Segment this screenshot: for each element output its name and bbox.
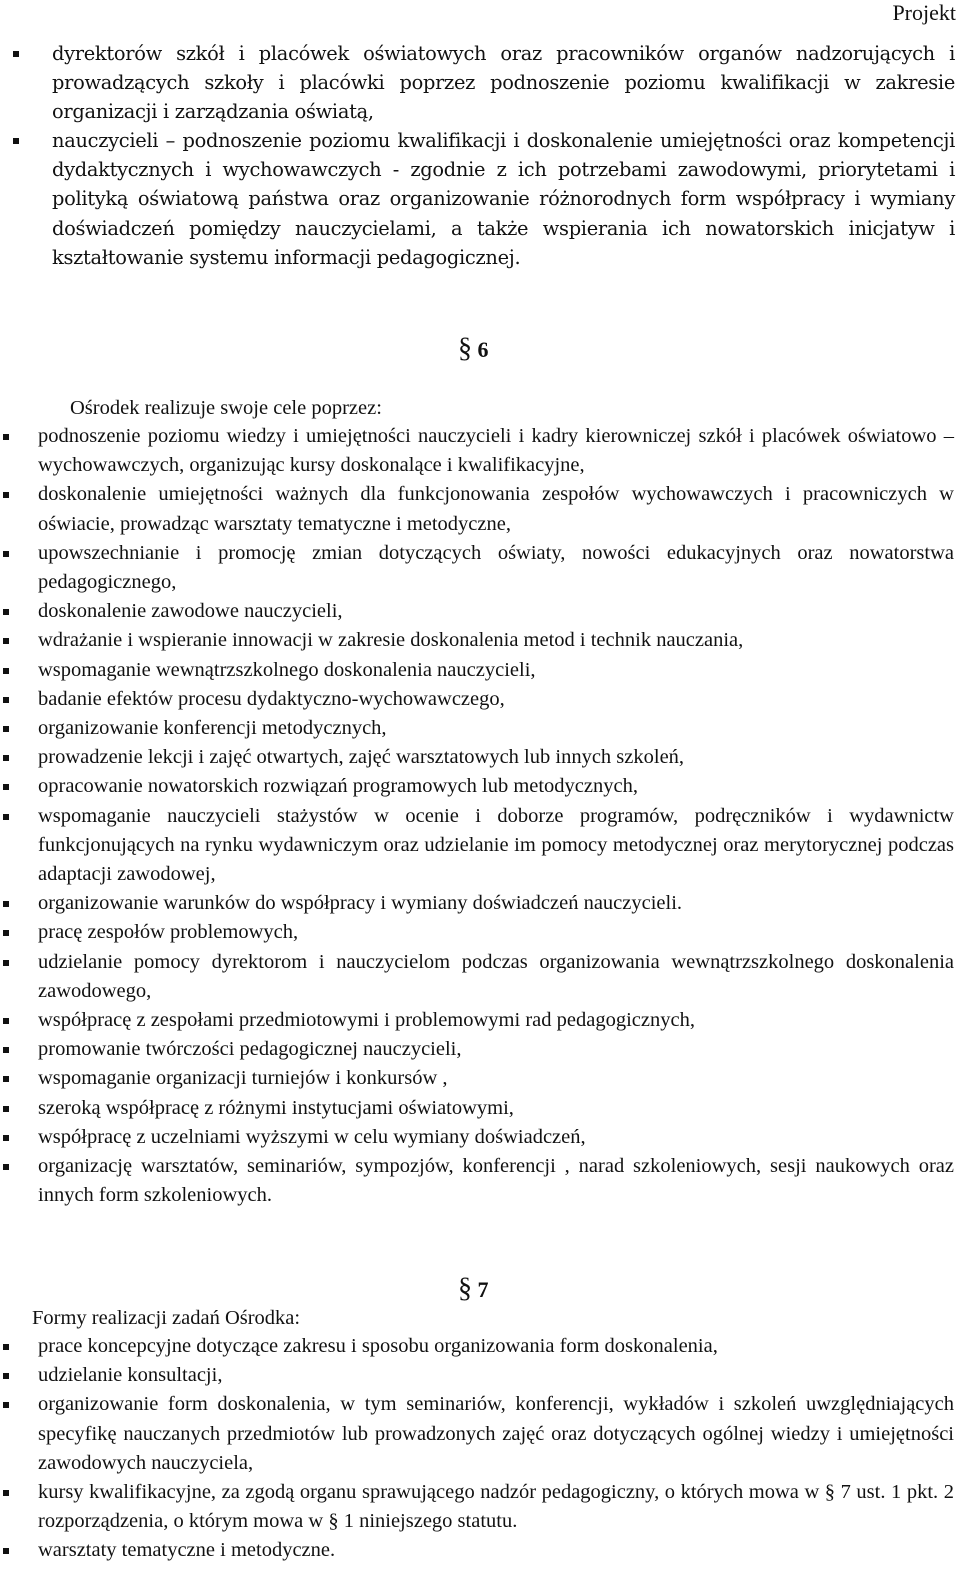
bullet-icon (3, 930, 9, 936)
list-item-text: nauczycieli – podnoszenie poziomu kwalifikacji i doskonalenie umiejętności oraz kompetencji dydaktycznych i wychowawczych - zgodnie z ich potrzebami zawodowymi, priorytetami i polityką oświatową państwa oraz organizowanie różnorodnych form współpracy i wymiany doświadczeń pomiędzy nauczycielami, a także wspierania ich nowatorskich inicjatyw i kształtowanie systemu informacji pedagogicznej. (52, 129, 955, 269)
bullet-icon (3, 1106, 9, 1112)
page-header-label: Projekt (892, 0, 956, 25)
bullet-icon (3, 638, 9, 644)
list-item (0, 1064, 960, 1093)
bullet-icon (3, 726, 9, 732)
list-item (0, 1094, 960, 1123)
list-item-text: wspomaganie organizacji turniejów i konkursów , (38, 1067, 448, 1090)
bullet-icon (3, 492, 9, 498)
section-7-heading (458, 1273, 489, 1304)
list-item-text: pracę zespołów problemowych, (38, 921, 299, 944)
list-item-text: wspomaganie wewnątrzszkolnego doskonalenia nauczycieli, (38, 658, 536, 681)
list-item (0, 539, 960, 597)
bullet-icon (3, 1344, 9, 1350)
list-item (0, 480, 960, 538)
list-item-text: promowanie twórczości pedagogicznej nauczycieli, (38, 1038, 462, 1061)
list-item (0, 626, 960, 655)
bullet-icon (3, 1135, 9, 1141)
list-item-text: udzielanie konsultacji, (38, 1364, 223, 1387)
section-number: 7 (477, 1277, 489, 1302)
bullet-icon (3, 1047, 9, 1053)
list-item (0, 422, 960, 480)
bullet-icon (3, 755, 9, 761)
list-item (0, 802, 960, 890)
bullet-icon (13, 51, 19, 57)
section-7-intro: Formy realizacji zadań Ośrodka: (32, 1307, 301, 1329)
list-item-text: prowadzenie lekcji i zajęć otwartych, zajęć warsztatowych lub innych szkoleń, (38, 746, 685, 769)
list-item-text: współpracę z zespołami przedmiotowymi i problemowymi rad pedagogicznych, (38, 1009, 695, 1032)
list-item (0, 1536, 960, 1565)
list-item-text: organizowanie konferencji metodycznych, (38, 717, 387, 740)
list-item-text: podnoszenie poziomu wiedzy i umiejętności nauczycieli i kadry kierowniczej szkół i placówek oświatowo – wychowawczych, organizując kursy doskonalące i kwalifikacyjne, (38, 425, 954, 477)
bullet-icon (3, 1018, 9, 1024)
list-item (0, 918, 960, 947)
list-item-text: kursy kwalifikacyjne, za zgodą organu sprawującego nadzór pedagogiczny, o których mowa w § 7 ust. 1 pkt. 2 rozporządzenia, o którym mowa w § 1 niniejszego statutu. (38, 1481, 954, 1533)
list-item-text: wspomaganie nauczycieli stażystów w ocenie i doborze programów, podręczników i wydawnictw funkcjonujących na rynku wydawniczym oraz udzielanie im pomocy metodycznej oraz merytorycznej podczas adaptacji zawodowej, (38, 804, 954, 886)
section-6-intro: Ośrodek realizuje swoje cele poprzez: (70, 397, 382, 419)
list-item-text: szeroką współpracę z różnymi instytucjami oświatowymi, (38, 1096, 514, 1119)
section-number: 6 (477, 337, 489, 362)
section-7-list (0, 1332, 960, 1566)
bullet-icon (3, 960, 9, 966)
list-item (0, 948, 960, 1006)
bullet-icon (3, 1402, 9, 1408)
list-item (0, 126, 960, 271)
section-6-heading (458, 333, 489, 364)
bullet-icon (3, 1076, 9, 1082)
bullet-icon (3, 697, 9, 703)
bullet-icon (3, 814, 9, 820)
list-item-text: opracowanie nowatorskich rozwiązań programowych lub metodycznych, (38, 775, 638, 798)
list-item (0, 656, 960, 685)
bullet-icon (13, 138, 19, 144)
bullet-icon (3, 1548, 9, 1554)
section-symbol: § (458, 1273, 472, 1304)
list-item-text: organizowanie form doskonalenia, w tym seminariów, konferencji, wykładów i szkoleń uwzględniających specyfikę nauczanych przedmiotów lub prowadzonych zajęć oraz dotyczących ogólnej wiedzy i umiejętności zawodowych nauczyciela, (38, 1393, 954, 1474)
bullet-icon (3, 609, 9, 615)
section-6-list (0, 422, 960, 1210)
bullet-icon (3, 434, 9, 440)
list-item-text: upowszechnianie i promocję zmian dotyczących oświaty, nowości edukacyjnych oraz nowatorstwa pedagogicznego, (38, 541, 954, 594)
bullet-icon (3, 784, 9, 790)
list-item-text: współpracę z uczelniami wyższymi w celu wymiany doświadczeń, (38, 1125, 586, 1148)
list-item (0, 1361, 960, 1390)
list-item-text: badanie efektów procesu dydaktyczno-wychowawczego, (38, 687, 505, 710)
list-item (0, 39, 960, 126)
list-item-text: warsztaty tematyczne i metodyczne. (38, 1539, 336, 1562)
list-item-text: organizację warsztatów, seminariów, sympozjów, konferencji , narad szkoleniowych, sesji naukowych oraz innych form szkoleniowych. (38, 1155, 954, 1207)
list-item (0, 714, 960, 743)
list-item-text: wdrażanie i wspieranie innowacji w zakresie doskonalenia metod i technik nauczania, (38, 629, 744, 652)
list-item (0, 889, 960, 918)
list-item-text: prace koncepcyjne dotyczące zakresu i sposobu organizowania form doskonalenia, (38, 1335, 718, 1357)
list-item-text: organizowanie warunków do współpracy i wymiany doświadczeń nauczycieli. (38, 892, 683, 915)
top-bullet-list (0, 39, 960, 272)
list-item (0, 597, 960, 626)
list-item-text: dyrektorów szkół i placówek oświatowych oraz pracowników organów nadzorujących i prowadzących szkoły i placówki poprzez podnoszenie poziomu kwalifikacji w zakresie organizacji i zarządzania oświatą, (52, 42, 955, 124)
bullet-icon (3, 1490, 9, 1496)
list-item (0, 1152, 960, 1210)
list-item (0, 1123, 960, 1152)
section-symbol: § (458, 333, 472, 364)
list-item (0, 1478, 960, 1536)
list-item (0, 1006, 960, 1035)
list-item-text: udzielanie pomocy dyrektorom i nauczycielom podczas organizowania wewnątrzszkolnego doskonalenia zawodowego, (38, 950, 954, 1002)
list-item (0, 685, 960, 714)
list-item (0, 743, 960, 772)
bullet-icon (3, 901, 9, 907)
list-item (0, 772, 960, 801)
list-item (0, 1035, 960, 1064)
list-item (0, 1332, 960, 1361)
list-item-text: doskonalenie zawodowe nauczycieli, (38, 600, 343, 623)
list-item-text: doskonalenie umiejętności ważnych dla funkcjonowania zespołów wychowawczych i pracowniczych w oświacie, prowadząc warsztaty tematyczne i metodyczne, (38, 483, 954, 535)
bullet-icon (3, 1164, 9, 1170)
bullet-icon (3, 668, 9, 674)
bullet-icon (3, 551, 9, 557)
bullet-icon (3, 1373, 9, 1379)
list-item (0, 1390, 960, 1478)
